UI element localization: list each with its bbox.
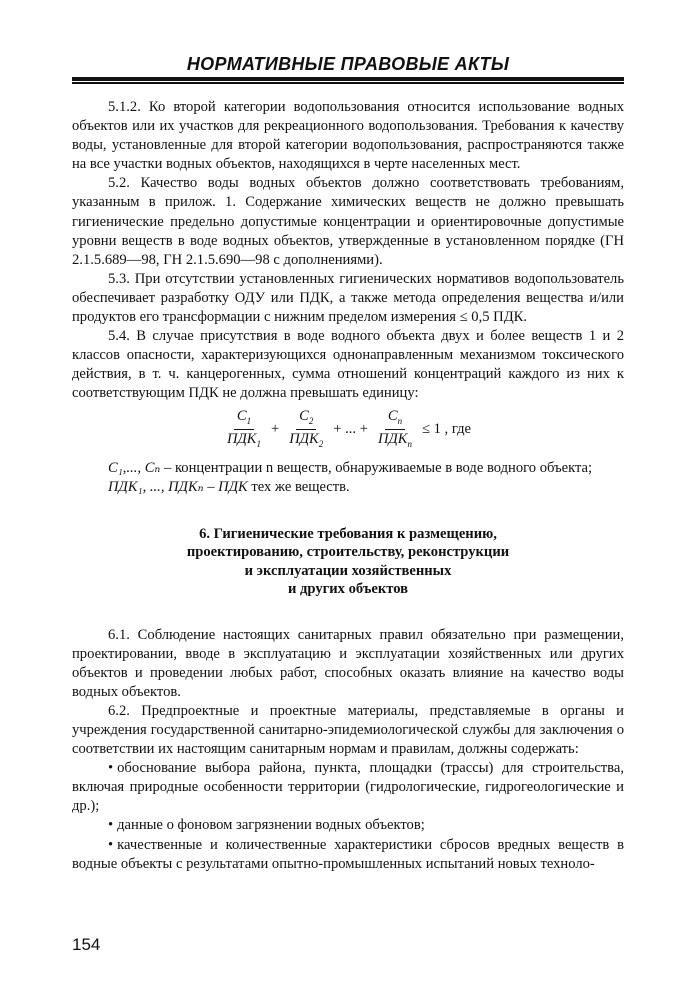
fraction-2-numerator: C (299, 407, 309, 424)
requirements-list (72, 759, 624, 874)
fraction-n (375, 407, 415, 454)
header-rule (72, 77, 624, 84)
section-title-line: проектированию, строительству, реконструкции (186, 544, 510, 560)
fraction-1 (224, 407, 264, 454)
paragraph-6-1: 6.1. Соблюдение настоящих санитарных правил обязательно при размещении, проектировании, вводе в эксплуатацию и эксплуатации хозяйственных или других объектов и проведении любых работ, способных оказать влияние на качество воды водных объектов. (72, 626, 624, 700)
running-header (72, 54, 624, 75)
section-title-line: и других объектов (287, 581, 409, 597)
list-item: • данные о фоновом загрязнении водных объектов; (72, 816, 624, 835)
plus-sign: + (270, 421, 280, 438)
definition-1-text: – концентрации n веществ, обнаруживаемые в воде водного объекта; (160, 460, 593, 477)
paragraph-5-3: 5.3. При отсутствии установленных гигиенических нормативов водопользователь обеспечивает разработку ОДУ или ПДК, а также метода определения вещества и/или продуктов его трансформации с нижним пределом измерения ≤ 0,5 ПДК. (72, 270, 624, 326)
list-item: • качественные и количественные характеристики сбросов вредных веществ в водные объекты с результатами опытно-промышленных испытаний новых техноло- (72, 836, 624, 874)
fraction-2-denominator: ПДК (289, 431, 319, 448)
ellipsis-sign: + ... + (333, 421, 368, 438)
sum-formula (72, 407, 624, 454)
definition-1-symbols: C₁,..., Cₙ (108, 460, 161, 477)
formula-definitions (72, 459, 624, 497)
header-title: НОРМАТИВНЫЕ ПРАВОВЫЕ АКТЫ (186, 54, 510, 74)
fraction-1-denominator-index: 1 (256, 439, 261, 450)
fraction-n-denominator: ПДК (377, 431, 408, 448)
section-title-line: 6. Гигиенические требования к размещению, (199, 525, 497, 542)
definition-2-text: тех же веществ. (247, 479, 350, 496)
paragraph-5-4: 5.4. В случае присутствия в воде водного объекта двух и более веществ 1 и 2 классов опасности, характеризующихся однонаправленным механизмом токсического действия, в т. ч. канцерогенных, сумма отношений концентраций каждого из них к соответствующим ПДК не должна превышать единицу: (72, 328, 624, 402)
fraction-1-numerator: C (236, 407, 247, 424)
section-6-title (72, 525, 624, 599)
definition-2-symbols: ПДК₁, ..., ПДКₙ – ПДК (108, 479, 248, 496)
fraction-n-numerator-index: n (397, 415, 403, 426)
paragraph-6-2: 6.2. Предпроектные и проектные материалы, представляемые в органы и учреждения государственной санитарно-эпидемиологической службы для заключения о соответствии их настоящим санитарным нормам и правилам, должны содержать: (72, 702, 624, 758)
paragraph-5-1-2: 5.1.2. Ко второй категории водопользования относится использование водных объектов или их участков для рекреационного водопользования. Требования к качеству воды, установленные для второй категории водопользования, распространяются также на все участки водных объектов, находящихся в черте населенных мест. (72, 99, 624, 173)
fraction-2-numerator-index: 2 (308, 415, 314, 426)
list-item: • обоснование выбора района, пункта, площадки (трассы) для строительства, включая природные особенности территории (гидрологические, гидрогеологические и др.); (72, 759, 624, 816)
definition-line-1 (72, 459, 624, 478)
fraction-1-denominator: ПДК (226, 431, 257, 448)
fraction-n-numerator: C (387, 407, 398, 424)
page-body (72, 98, 624, 874)
definition-line-2 (72, 478, 624, 497)
section-title-line: и эксплуатации хозяйственных (244, 562, 452, 579)
fraction-2-denominator-index: 2 (318, 439, 324, 450)
fraction-1-numerator-index: 1 (246, 415, 252, 426)
paragraph-5-2: 5.2. Качество воды водных объектов должно соответствовать требованиям, указанным в прилож. 1. Содержание химических веществ не должно превышать гигиенические предельно допустимые концентрации и ориентировочные допустимые уровни веществ в воде водных объектов, утвержденные в установленном порядке (ГН 2.1.5.689—98, ГН 2.1.5.690—98 с дополнениями). (72, 175, 624, 268)
fraction-2 (286, 407, 326, 454)
fraction-n-denominator-index: n (407, 439, 412, 450)
formula-tail: ≤ 1 , где (421, 421, 472, 438)
page-number: 154 (72, 935, 101, 954)
